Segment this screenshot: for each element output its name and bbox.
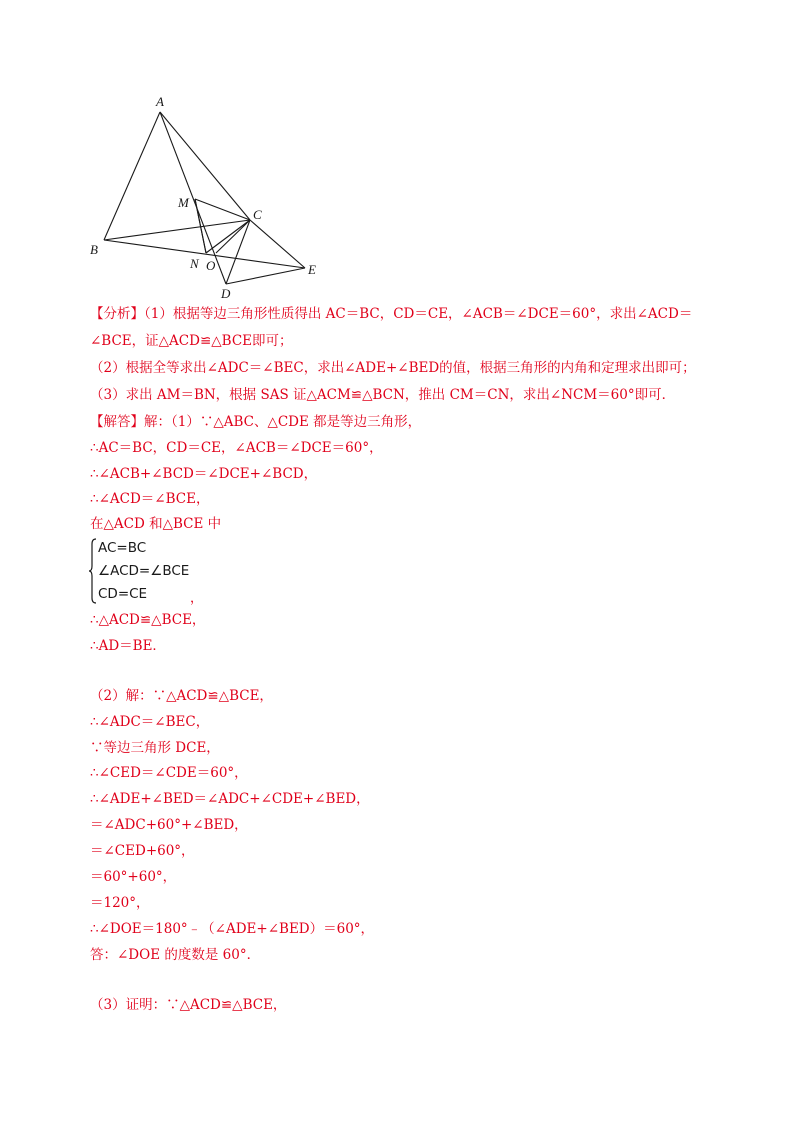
label-b: B (90, 242, 98, 257)
label-c: C (253, 207, 262, 222)
segment-oc (216, 220, 250, 253)
system-row-3: CD=CE (98, 586, 148, 602)
part2-line-5: ∴∠ADE+∠BED＝∠ADC+∠CDE+∠BED， (90, 791, 370, 807)
analysis-line-2: ∠BCE，证△ACD≌△BCE即可； (90, 333, 293, 349)
system-brace (88, 538, 98, 604)
solution-line-3: ∴∠ACB+∠BCD＝∠DCE+∠BCD， (90, 466, 318, 482)
analysis-line-4: （3）求出 AM＝BN，根据 SAS 证△ACM≌△BCN，推出 CM＝CN，求出∠NCM＝60°即可． (90, 387, 676, 403)
segment-de (226, 268, 305, 284)
solution-line-4: ∴∠ACD＝∠BCE， (90, 491, 210, 507)
solution-line-2: ∴AC＝BC，CD＝CE，∠ACB＝∠DCE＝60°， (90, 440, 383, 456)
part2-line-6: ＝∠ADC+60°+∠BED， (90, 817, 248, 833)
solution-line-7: ∴AD＝BE． (90, 638, 166, 654)
part2-answer: 答：∠DOE 的度数是 60°． (90, 947, 261, 963)
part2-line-7: ＝∠CED+60°， (90, 843, 195, 859)
solution-line-1: 【解答】解：（1）∵△ABC、△CDE 都是等边三角形， (90, 414, 422, 430)
segment-ab (104, 112, 160, 240)
label-o: O (206, 258, 216, 273)
part2-line-9: ＝120°， (90, 895, 150, 911)
label-e: E (308, 262, 316, 277)
part2-line-8: ＝60°+60°， (90, 869, 177, 885)
label-n: N (190, 256, 199, 271)
system-row-1: AC=BC (98, 540, 147, 556)
analysis-line-1: 【分析】（1）根据等边三角形性质得出 AC＝BC，CD＝CE，∠ACB＝∠DCE＝60°，求出∠ACD＝ (90, 306, 693, 322)
part3-line-1: （3）证明：∵△ACD≌△BCE， (90, 997, 287, 1013)
label-m: M (178, 195, 189, 210)
segment-ac (160, 112, 250, 220)
label-d: D (221, 286, 231, 301)
segment-ce (250, 220, 305, 268)
part2-line-3: ∵等边三角形 DCE， (90, 740, 220, 756)
solution-line-5: 在△ACD 和△BCE 中 (90, 516, 222, 532)
part2-line-10: ∴∠DOE＝180°﹣（∠ADE+∠BED）＝60°， (90, 921, 375, 937)
part2-line-1: （2）解：∵△ACD≌△BCE， (90, 688, 273, 704)
solution-line-6: ∴△ACD≌△BCE， (90, 612, 206, 628)
geometry-figure (80, 88, 340, 303)
system-row-2: ∠ACD=∠BCE (98, 563, 190, 579)
system-trailing-comma: ， (190, 591, 204, 606)
part2-line-2: ∴∠ADC＝∠BEC， (90, 714, 210, 730)
part2-line-4: ∴∠CED＝∠CDE＝60°， (90, 765, 248, 781)
label-a: A (156, 94, 164, 109)
analysis-line-3: （2）根据全等求出∠ADC＝∠BEC，求出∠ADE+∠BED的值，根据三角形的内角和定理求出即可； (90, 360, 696, 376)
